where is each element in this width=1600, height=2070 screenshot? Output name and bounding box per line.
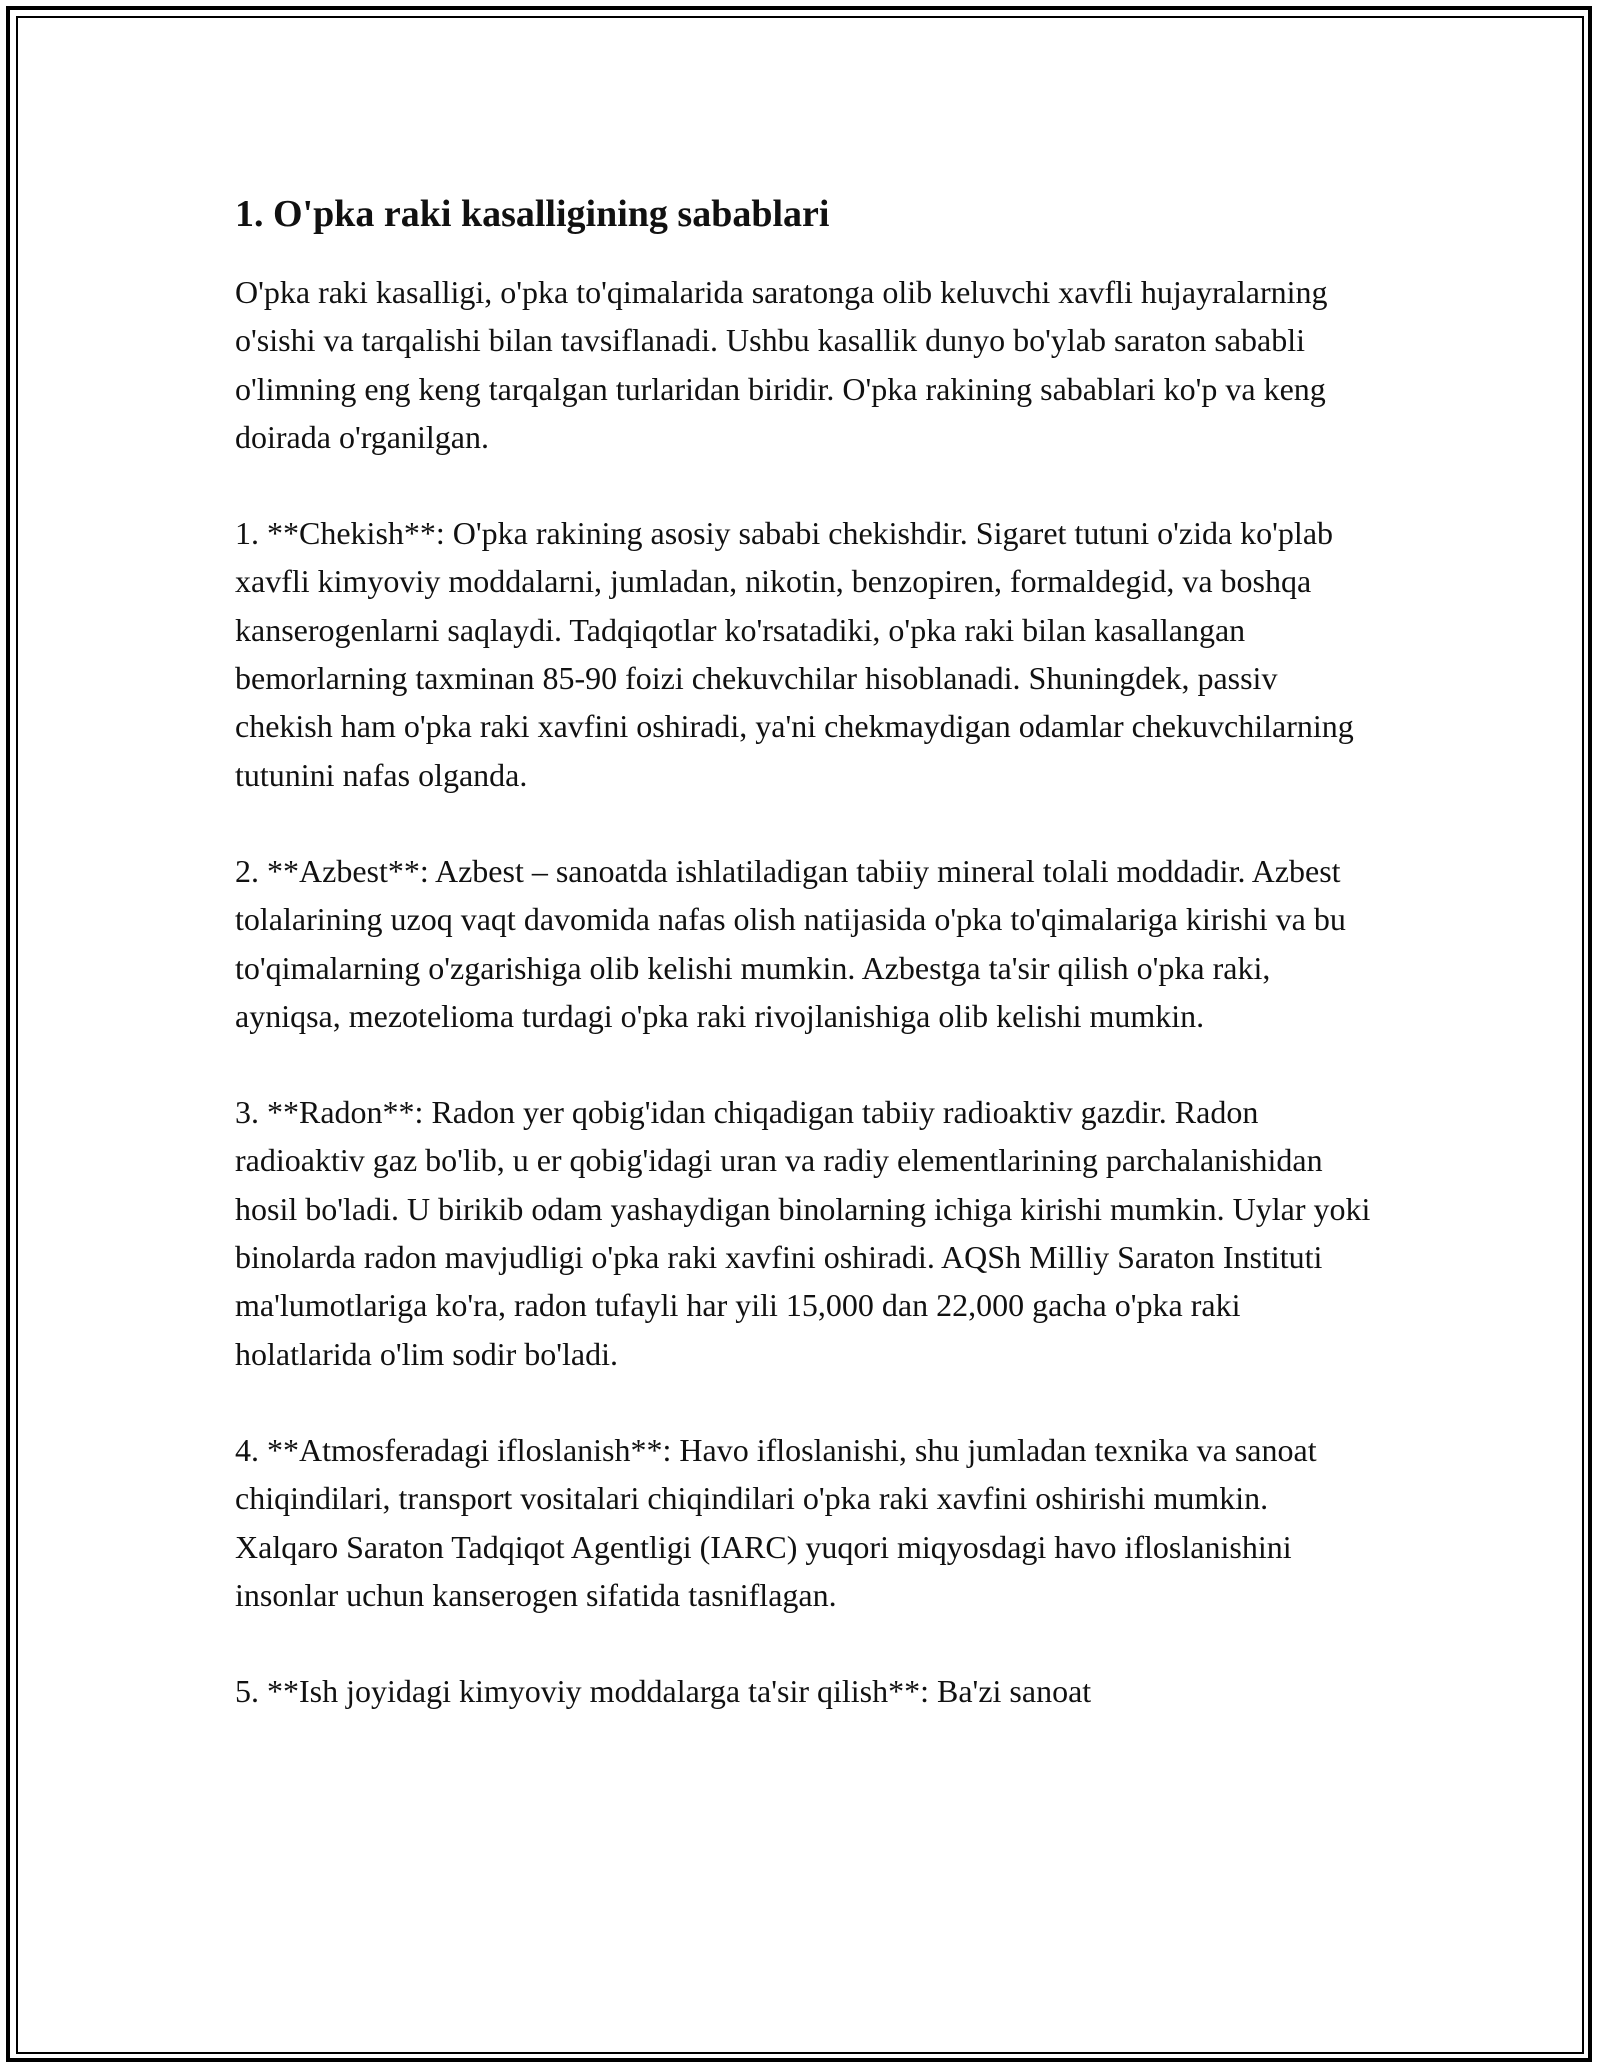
paragraph-chekish: 1. **Chekish**: O'pka rakining asosiy sababi chekishdir. Sigaret tutuni o'zida ko'plab xavfli kimyoviy moddalarni, jumladan, nikotin, benzopiren, formaldegid, va boshqa kanserogenlarni saqlaydi. Tadqiqotlar ko'rsatadiki, o'pka raki bilan kasallangan bemorlarning taxminan 85-90 foizi chekuvchilar hisoblanadi. Shuningdek, passiv chekish ham o'pka raki xavfini oshiradi, ya'ni chekmaydigan odamlar chekuvchilarning tutunini nafas olganda. [235,515,1354,793]
paragraph-azbest: 2. **Azbest**: Azbest – sanoatda ishlatiladigan tabiiy mineral tolali moddadir. Azbest tolalarining uzoq vaqt davomida nafas olish natijasida o'pka to'qimalariga kirishi va bu to'qimalarning o'zgarishiga olib kelishi mumkin. Azbestga ta'sir qilish o'pka raki, ayniqsa, mezotelioma turdagi o'pka raki rivojlanishiga olib kelishi mumkin. [235,852,1346,1034]
paragraph-atmosfera: 4. **Atmosferadagi ifloslanish**: Havo ifloslanishi, shu jumladan texnika va sanoat chiqindilari, transport vositalari chiqindilari o'pka raki xavfini oshirishi mumkin. Xalqaro Saraton Tadqiqot Agentligi (IARC) yuqori miqyosdagi havo ifloslanishini insonlar uchun kanserogen sifatida tasniflagan. [235,1431,1317,1613]
document-body [235,186,1375,1763]
paragraph-intro: O'pka raki kasalligi, o'pka to'qimalarida saratonga olib keluvchi xavfli hujayralarning o'sishi va tarqalishi bilan tavsiflanadi. Ushbu kasallik dunyo bo'ylab saraton sababli o'limning eng keng tarqalgan turlaridan biridir. O'pka rakining sabablari ko'p va keng doirada o'rganilgan. [235,274,1328,455]
page-title: 1. O'pka raki kasalligining sabablari [235,193,830,235]
paragraph-radon: 3. **Radon**: Radon yer qobig'idan chiqadigan tabiiy radioaktiv gazdir. Radon radioaktiv gaz bo'lib, u er qobig'idagi uran va radiy elementlarining parchalanishidan hosil bo'ladi. U birikib odam yashaydigan binolarning ichiga kirishi mumkin. Uylar yoki binolarda radon mavjudligi o'pka raki xavfini oshiradi. AQSh Milliy Saraton Instituti ma'lumotlariga ko'ra, radon tufayli har yili 15,000 dan 22,000 gacha o'pka raki holatlarida o'lim sodir bo'ladi. [235,1094,1371,1372]
paragraph-ish-joyi: 5. **Ish joyidagi kimyoviy moddalarga ta'sir qilish**: Ba'zi sanoat [235,1673,1092,1710]
